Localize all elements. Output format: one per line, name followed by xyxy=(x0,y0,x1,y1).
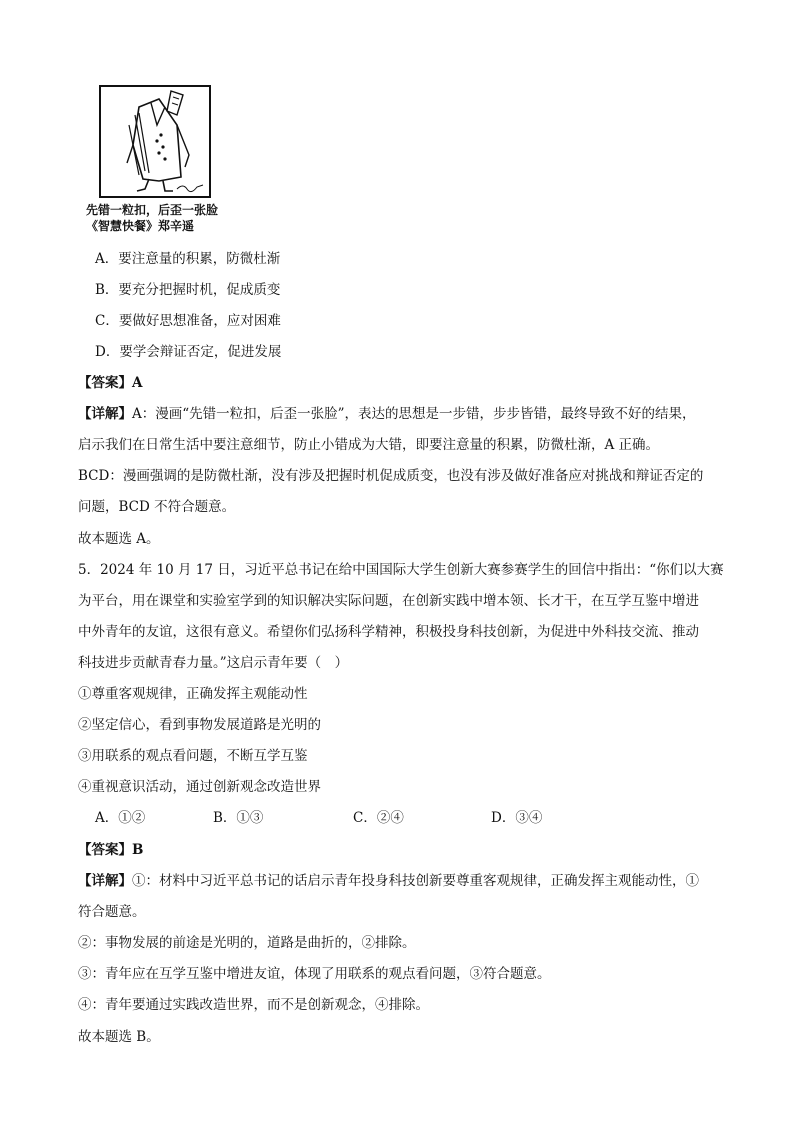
cartoon-source: 《智慧快餐》郑辛遥 xyxy=(86,219,195,233)
cartoon-coat-drawing xyxy=(99,85,211,198)
q5-detail-line-5: ④：青年要通过实践改造世界，而不是创新观念，④排除。 xyxy=(78,997,429,1013)
q4-option-c: C．要做好思想准备，应对困难 xyxy=(95,313,281,329)
q5-statement-3: ③用联系的观点看问题，不断互学互鉴 xyxy=(78,748,308,764)
q5-detail-label: 【详解】 xyxy=(78,873,132,889)
q5-stem-line-3: 中外青年的友谊，这很有意义。希望你们弘扬科学精神，积极投身科技创新，为促进中外科技交流、推动 xyxy=(78,624,699,640)
q5-option-a: A．①② xyxy=(95,810,146,826)
q4-conclusion: 故本题选 A。 xyxy=(78,531,160,547)
cartoon-caption: 先错一粒扣，后歪一张脸 xyxy=(86,203,219,217)
q5-stem-line-1: 5．2024 年 10 月 17 日，习近平总书记在给中国国际大学生创新大赛参赛学生的回信中指出：“你们以大赛 xyxy=(78,562,724,578)
q5-statement-4: ④重视意识活动，通过创新观念改造世界 xyxy=(78,779,321,795)
q5-stem-line-4: 科技进步贡献青春力量。”这启示青年要（ ） xyxy=(78,655,349,671)
q5-statement-1: ①尊重客观规律，正确发挥主观能动性 xyxy=(78,686,308,702)
q5-detail-line-3: ②：事物发展的前途是光明的，道路是曲折的，②排除。 xyxy=(78,935,416,951)
q4-detail-line-3: BCD：漫画强调的是防微杜渐，没有涉及把握时机促成质变，也没有涉及做好准备应对挑战和辩证否定的 xyxy=(78,468,704,484)
q5-option-b: B．①③ xyxy=(213,810,264,826)
q5-detail-line-1: 【详解】①：材料中习近平总书记的话启示青年投身科技创新要尊重客观规律，正确发挥主观能动性，① xyxy=(78,873,699,889)
q5-stem-line-2: 为平台，用在课堂和实验室学到的知识解决实际问题，在创新实践中增本领、长才干，在互学互鉴中增进 xyxy=(78,593,699,609)
q5-answer: 【答案】B xyxy=(78,842,144,858)
q4-detail-label: 【详解】 xyxy=(78,406,132,422)
q4-detail-line-1: 【详解】A：漫画“先错一粒扣，后歪一张脸”，表达的思想是一步错，步步皆错，最终导致不好的结果， xyxy=(78,406,696,422)
q5-option-c: C．②④ xyxy=(353,810,404,826)
q5-conclusion: 故本题选 B。 xyxy=(78,1029,160,1045)
q4-detail-line-4: 问题，BCD 不符合题意。 xyxy=(78,499,236,515)
q5-option-d: D．③④ xyxy=(491,810,543,826)
q5-detail-line-2: 符合题意。 xyxy=(78,904,146,920)
q5-statement-2: ②坚定信心，看到事物发展道路是光明的 xyxy=(78,717,321,733)
q4-option-d: D．要学会辩证否定，促进发展 xyxy=(95,344,282,360)
cartoon-illustration xyxy=(99,85,211,198)
q4-detail-line-2: 启示我们在日常生活中要注意细节，防止小错成为大错，即要注意量的积累，防微杜渐，A 正确。 xyxy=(78,437,660,453)
q4-answer: 【答案】A xyxy=(78,375,143,391)
q4-option-a: A．要注意量的积累，防微杜渐 xyxy=(95,251,281,267)
q4-option-b: B．要充分把握时机，促成质变 xyxy=(95,282,281,298)
q5-detail-line-4: ③：青年应在互学互鉴中增进友谊，体现了用联系的观点看问题，③符合题意。 xyxy=(78,966,551,982)
